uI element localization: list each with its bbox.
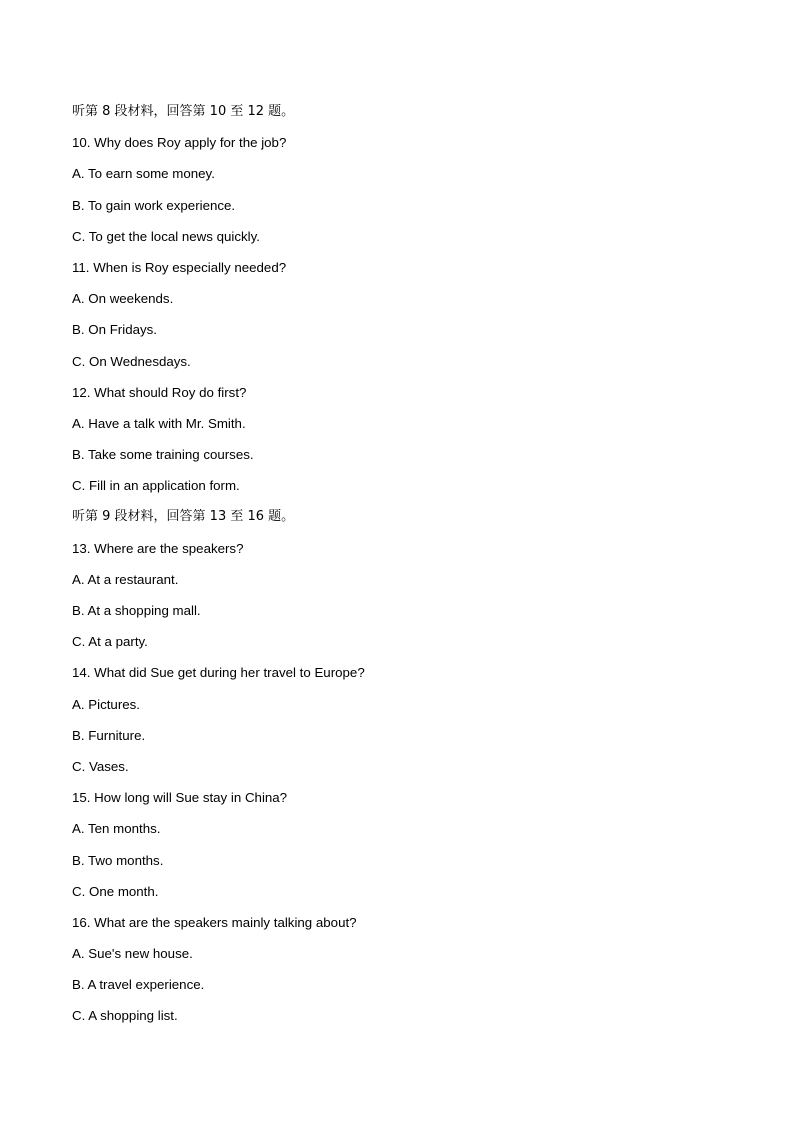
answer-option: B. At a shopping mall. — [72, 603, 201, 618]
answer-option: A. To earn some money. — [72, 166, 215, 182]
answer-option: B. Furniture. — [72, 727, 146, 743]
answer-option: C. Vases. — [72, 758, 129, 774]
answer-option: C. A shopping list. — [72, 1008, 178, 1024]
answer-option: B. Two months. — [72, 852, 164, 868]
answer-option: C. To get the local news quickly. — [72, 228, 260, 244]
question-text: 12. What should Roy do first? — [72, 384, 247, 400]
question-text: 10. Why does Roy apply for the job? — [72, 135, 287, 151]
answer-option: A. Pictures. — [72, 696, 140, 712]
answer-option: B. Take some training courses. — [72, 447, 254, 463]
answer-option: C. One month. — [72, 883, 159, 899]
question-text: 14. What did Sue get during her travel to Europe? — [72, 665, 365, 681]
answer-option: C. Fill in an application form. — [72, 478, 240, 494]
answer-option: B. To gain work experience. — [72, 197, 236, 213]
question-text: 16. What are the speakers mainly talking about? — [72, 914, 357, 930]
question-text: 11. When is Roy especially needed? — [72, 259, 287, 275]
question-text: 13. Where are the speakers? — [72, 540, 244, 556]
answer-option: C. At a party. — [72, 634, 148, 650]
answer-option: A. At a restaurant. — [72, 571, 179, 587]
answer-option: A. Ten months. — [72, 821, 161, 837]
answer-option: B. A travel experience. — [72, 977, 205, 993]
section-header: 听第 9 段材料，回答第 13 至 16 题。 — [72, 509, 295, 525]
answer-option: A. Have a talk with Mr. Smith. — [72, 415, 246, 431]
section-header: 听第 8 段材料，回答第 10 至 12 题。 — [72, 104, 295, 119]
question-text: 15. How long will Sue stay in China? — [72, 790, 288, 806]
answer-option: B. On Fridays. — [72, 322, 157, 338]
answer-option: A. On weekends. — [72, 291, 174, 307]
document-page — [72, 102, 752, 1038]
answer-option: C. On Wednesdays. — [72, 353, 191, 369]
answer-option: A. Sue's new house. — [72, 946, 193, 962]
